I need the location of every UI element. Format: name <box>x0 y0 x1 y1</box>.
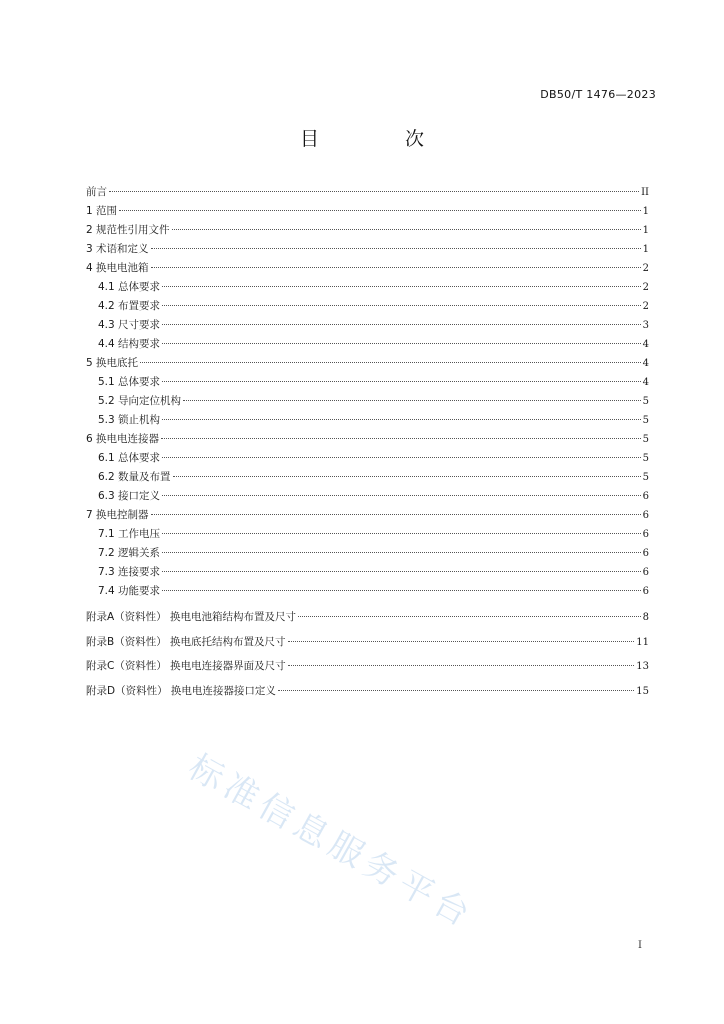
toc-entry-label: 6.2 数量及布置 <box>98 471 171 483</box>
toc-leader-dots <box>162 381 641 382</box>
toc-entry-label: 5 换电底托 <box>86 357 139 369</box>
toc-leader-dots <box>162 495 641 496</box>
toc-entry-label: 3 术语和定义 <box>86 243 149 255</box>
toc-entry-page: 6 <box>642 529 649 540</box>
toc-entry-6-1[interactable] <box>86 449 649 468</box>
toc-leader-dots <box>162 552 641 553</box>
toc-entry-label: 7.1 工作电压 <box>98 528 161 540</box>
toc-entry-4-4[interactable] <box>86 335 649 354</box>
toc-entry-page: 8 <box>642 612 649 623</box>
toc-leader-dots <box>298 616 641 617</box>
toc-entry-label: 附录B（资料性） 换电底托结构布置及尺寸 <box>86 635 286 648</box>
toc-entry-page: 5 <box>642 396 649 407</box>
page-number: I <box>638 940 642 951</box>
toc-entry-label: 1 范围 <box>86 205 118 217</box>
toc-entry-section-7[interactable] <box>86 506 649 525</box>
toc-leader-dots <box>162 590 641 591</box>
toc-entry-label: 5.1 总体要求 <box>98 376 161 388</box>
toc-entry-appendix-c[interactable] <box>86 654 649 679</box>
toc-entry-label: 前言 <box>86 186 107 198</box>
toc-entry-page: 4 <box>642 377 649 388</box>
toc-entry-7-2[interactable] <box>86 544 649 563</box>
toc-entry-appendix-d[interactable] <box>86 679 649 704</box>
toc-entry-label: 附录C（资料性） 换电电连接器界面及尺寸 <box>86 660 286 672</box>
toc-entry-label: 4.1 总体要求 <box>98 281 161 293</box>
toc-entry-5-1[interactable] <box>86 373 649 392</box>
toc-leader-dots <box>162 343 641 344</box>
toc-entry-4-1[interactable] <box>86 278 649 297</box>
toc-entry-label: 4.2 布置要求 <box>98 300 161 312</box>
toc-entry-appendix-b[interactable] <box>86 630 649 655</box>
toc-leader-dots <box>162 324 641 325</box>
toc-entry-appendix-a[interactable] <box>86 605 649 630</box>
toc-leader-dots <box>161 438 641 439</box>
toc-leader-dots <box>140 362 641 363</box>
watermark: 标准信息服务平台 <box>181 746 481 938</box>
toc-entry-section-4[interactable] <box>86 259 649 278</box>
toc-entry-page: 6 <box>642 567 649 578</box>
toc-entry-4-3[interactable] <box>86 316 649 335</box>
toc-leader-dots <box>162 571 641 572</box>
toc-entry-page: 5 <box>642 453 649 464</box>
toc-entry-page: 5 <box>642 472 649 483</box>
toc-leader-dots <box>162 286 641 287</box>
toc-entry-page: 1 <box>642 225 649 236</box>
toc-entry-page: 6 <box>642 510 649 521</box>
toc-entry-7-4[interactable] <box>86 582 649 601</box>
toc-entry-label: 6.1 总体要求 <box>98 452 161 464</box>
toc-entry-page: 11 <box>636 636 649 648</box>
toc-entry-label: 5.2 导向定位机构 <box>98 395 182 407</box>
toc-leader-dots <box>162 305 641 306</box>
toc-entry-page: 1 <box>642 244 649 255</box>
document-code: DB50/T 1476—2023 <box>540 88 656 101</box>
toc-entry-section-5[interactable] <box>86 354 649 373</box>
toc-entry-page: 1 <box>642 206 649 217</box>
toc-entry-label: 7.2 逻辑关系 <box>98 547 161 559</box>
toc-entry-label: 6 换电电连接器 <box>86 433 160 445</box>
toc-entry-page: 3 <box>642 320 649 331</box>
toc-entry-page: 4 <box>642 358 649 369</box>
toc-entry-5-2[interactable] <box>86 392 649 411</box>
toc-leader-dots <box>162 457 641 458</box>
toc-entry-page: 5 <box>642 434 649 445</box>
toc-leader-dots <box>151 267 641 268</box>
toc-leader-dots <box>151 514 641 515</box>
toc-entry-page: 4 <box>642 339 649 350</box>
toc-entry-7-1[interactable] <box>86 525 649 544</box>
toc-entry-scope[interactable] <box>86 202 649 221</box>
toc-leader-dots <box>288 665 635 666</box>
toc-entry-label: 5.3 锁止机构 <box>98 414 161 426</box>
toc-entry-page: 2 <box>642 263 649 274</box>
toc-leader-dots <box>172 229 641 230</box>
toc-entry-7-3[interactable] <box>86 563 649 582</box>
toc-entry-page: 6 <box>642 491 649 502</box>
toc-entry-page: 5 <box>642 415 649 426</box>
page-title: 目 次 <box>299 128 465 150</box>
toc-entry-label: 附录A（资料性） 换电电池箱结构布置及尺寸 <box>86 611 297 623</box>
toc-entry-section-6[interactable] <box>86 430 649 449</box>
toc-entry-label: 6.3 接口定义 <box>98 490 161 502</box>
toc-entry-page: II <box>641 187 649 198</box>
toc-entry-6-2[interactable] <box>86 468 649 487</box>
toc-entry-6-3[interactable] <box>86 487 649 506</box>
toc-entry-label: 7.4 功能要求 <box>98 585 161 597</box>
toc-entry-label: 4 换电电池箱 <box>86 262 149 274</box>
toc-entry-5-3[interactable] <box>86 411 649 430</box>
toc-entry-page: 2 <box>642 282 649 293</box>
toc-leader-dots <box>183 400 641 401</box>
toc-entry-normative-references[interactable] <box>86 221 649 240</box>
toc-entry-label: 2 规范性引用文件 <box>86 224 170 236</box>
toc-entry-label: 4.4 结构要求 <box>98 338 161 350</box>
toc-leader-dots <box>173 476 641 477</box>
toc-entry-page: 6 <box>642 586 649 597</box>
toc-leader-dots <box>162 419 641 420</box>
toc-entry-page: 13 <box>636 661 649 672</box>
toc-leader-dots <box>119 210 641 211</box>
toc-entry-terms[interactable] <box>86 240 649 259</box>
toc-entry-label: 4.3 尺寸要求 <box>98 319 161 331</box>
toc-leader-dots <box>278 690 634 691</box>
toc-entry-page: 2 <box>642 301 649 312</box>
toc-entry-label: 附录D（资料性） 换电电连接器接口定义 <box>86 684 276 697</box>
toc-leader-dots <box>162 533 641 534</box>
toc-leader-dots <box>109 191 639 192</box>
toc-entry-label: 7 换电控制器 <box>86 509 149 521</box>
toc-entry-4-2[interactable] <box>86 297 649 316</box>
toc-entry-page: 6 <box>642 548 649 559</box>
table-of-contents <box>86 183 649 703</box>
toc-leader-dots <box>288 641 635 642</box>
toc-entry-foreword[interactable] <box>86 183 649 202</box>
toc-entry-label: 7.3 连接要求 <box>98 566 161 578</box>
toc-entry-page: 15 <box>636 685 649 697</box>
toc-leader-dots <box>151 248 641 249</box>
